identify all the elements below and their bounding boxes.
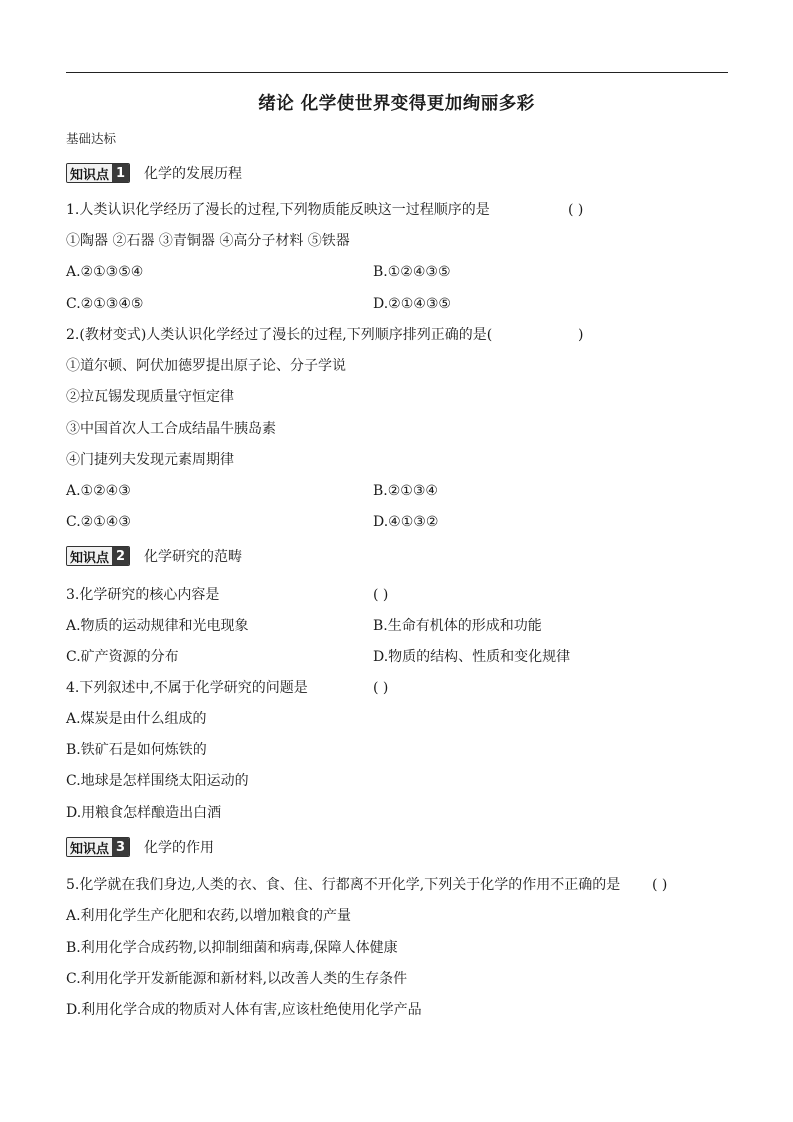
question-5-option-c: C.利用化学开发新能源和新材料,以改善人类的生存条件 <box>66 971 408 987</box>
question-3-option-c: C.矿产资源的分布 <box>66 649 179 665</box>
knowledge-point-number: 2 <box>112 547 129 565</box>
question-2-item-3: ③中国首次人工合成结晶牛胰岛素 <box>66 421 276 437</box>
question-5-stem: 5.化学就在我们身边,人类的衣、食、住、行都离不开化学,下列关于化学的作用不正确的是 <box>66 877 621 893</box>
knowledge-point-number: 3 <box>112 838 129 856</box>
knowledge-point-badge <box>66 163 130 183</box>
question-2-item-4: ④门捷列夫发现元素周期律 <box>66 452 234 468</box>
section-subtitle: 基础达标 <box>66 131 117 146</box>
question-4-option-c: C.地球是怎样围绕太阳运动的 <box>66 773 249 789</box>
knowledge-point-badge <box>66 546 130 566</box>
question-2-option-b: B.②①③④ <box>373 483 438 499</box>
question-3-option-a: A.物质的运动规律和光电现象 <box>66 618 249 634</box>
question-4-option-a: A.煤炭是由什么组成的 <box>66 711 207 727</box>
question-1-option-a: A.②①③⑤④ <box>66 264 144 280</box>
question-4-option-b: B.铁矿石是如何炼铁的 <box>66 742 207 758</box>
question-3-option-b: B.生命有机体的形成和功能 <box>373 618 542 634</box>
knowledge-point-label: 知识点 <box>67 838 112 857</box>
knowledge-point-2 <box>66 546 242 566</box>
question-1-answer-blank: ( ) <box>568 202 584 218</box>
question-5-option-a: A.利用化学生产化肥和农药,以增加粮食的产量 <box>66 908 352 924</box>
question-2-option-c: C.②①④③ <box>66 514 131 530</box>
question-3-answer-blank: ( ) <box>373 587 389 603</box>
knowledge-point-title: 化学的作用 <box>144 840 215 856</box>
knowledge-point-label: 知识点 <box>67 547 112 566</box>
question-1-items: ①陶器 ②石器 ③青铜器 ④高分子材料 ⑤铁器 <box>66 233 350 249</box>
question-5-option-d: D.利用化学合成的物质对人体有害,应该杜绝使用化学产品 <box>66 1002 422 1018</box>
question-1-option-d: D.②①④③⑤ <box>373 296 451 312</box>
knowledge-point-title: 化学的发展历程 <box>144 166 243 182</box>
question-1-option-c: C.②①③④⑤ <box>66 296 144 312</box>
knowledge-point-1 <box>66 163 242 183</box>
question-2-item-1: ①道尔顿、阿伏加德罗提出原子论、分子学说 <box>66 358 346 374</box>
question-1-option-b: B.①②④③⑤ <box>373 264 451 280</box>
question-4-answer-blank: ( ) <box>373 680 389 696</box>
question-4-option-d: D.用粮食怎样酿造出白酒 <box>66 805 222 821</box>
knowledge-point-label: 知识点 <box>67 164 112 183</box>
knowledge-point-number: 1 <box>112 164 129 182</box>
question-1-stem: 1.人类认识化学经历了漫长的过程,下列物质能反映这一过程顺序的是 <box>66 202 490 218</box>
question-3-option-d: D.物质的结构、性质和变化规律 <box>373 649 571 665</box>
question-5-option-b: B.利用化学合成药物,以抑制细菌和病毒,保障人体健康 <box>66 940 398 956</box>
knowledge-point-title: 化学研究的范畴 <box>144 549 243 565</box>
question-4-stem: 4.下列叙述中,不属于化学研究的问题是 <box>66 680 308 696</box>
question-2-answer-blank: ) <box>578 327 584 343</box>
knowledge-point-badge <box>66 837 130 857</box>
question-2-item-2: ②拉瓦锡发现质量守恒定律 <box>66 389 234 405</box>
question-5-answer-blank: ( ) <box>652 877 668 893</box>
question-2-option-a: A.①②④③ <box>66 483 131 499</box>
question-2-stem: 2.(教材变式)人类认识化学经过了漫长的过程,下列顺序排列正确的是( <box>66 327 493 343</box>
question-2-option-d: D.④①③② <box>373 514 439 530</box>
knowledge-point-3 <box>66 837 214 857</box>
question-3-stem: 3.化学研究的核心内容是 <box>66 587 220 603</box>
page-title: 绪论 化学使世界变得更加绚丽多彩 <box>258 94 535 114</box>
header-rule <box>66 72 728 73</box>
